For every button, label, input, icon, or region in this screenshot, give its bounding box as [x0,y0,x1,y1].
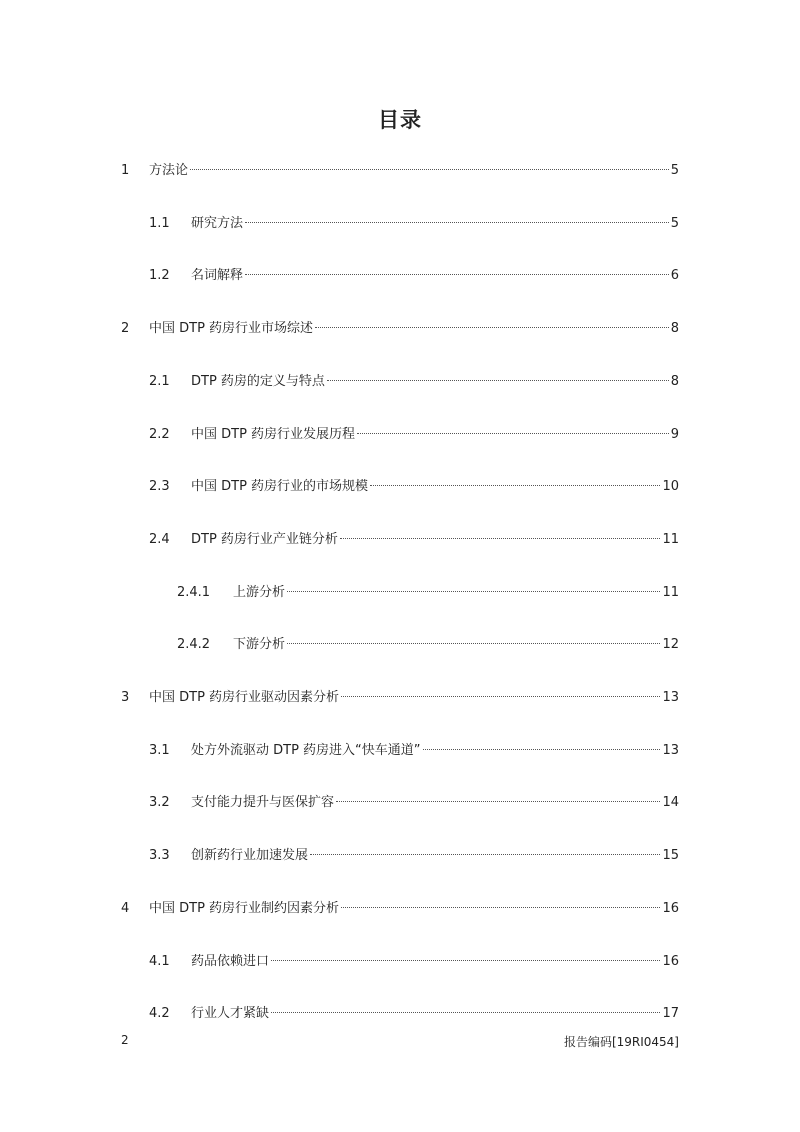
page-footer [121,1033,679,1051]
toc-entry[interactable] [0,845,800,867]
toc-entry-line [191,1003,679,1025]
report-code: 报告编码[19RI0454] [563,1035,679,1049]
toc-entry-label: 中国 DTP 药房行业市场综述 [149,321,314,337]
dot-leader [423,749,661,750]
toc-entry-number: 3.2 [149,795,170,811]
dot-leader [327,380,669,381]
toc-entry-page: 8 [670,373,679,389]
toc-entry-number: 2 [121,321,130,337]
toc-entry-label: 中国 DTP 药房行业发展历程 [191,426,356,442]
toc-entry-line [191,213,679,235]
dot-leader [357,433,669,434]
toc-entry-label: 创新药行业加速发展 [191,848,309,864]
toc-entry[interactable] [0,1003,800,1025]
toc-entry-number: 2.3 [149,479,170,495]
dot-leader [341,696,660,697]
dot-leader [245,222,669,223]
toc-entry-label: 行业人才紧缺 [191,1006,270,1022]
toc-entry[interactable] [0,792,800,814]
toc-entry[interactable] [0,951,800,973]
toc-entry[interactable] [0,318,800,340]
toc-entry-line [149,160,679,182]
toc-entry-number: 2.4.1 [177,584,211,600]
dot-leader [370,485,660,486]
dot-leader [271,960,660,961]
dot-leader [310,854,660,855]
dot-leader [271,1012,660,1013]
toc-entry-line [149,687,679,709]
toc-entry-line [191,476,679,498]
dot-leader [245,274,669,275]
toc-entry-label: 药品依赖进口 [191,953,270,969]
toc-entry[interactable] [0,160,800,182]
toc-entry[interactable] [0,687,800,709]
toc-entry-line [191,424,679,446]
toc-entry-line [191,951,679,973]
toc-entry[interactable] [0,582,800,604]
toc-entry-number: 1 [121,163,130,178]
toc-entry-page: 5 [670,163,679,178]
toc-entry-number: 4 [121,900,130,916]
toc-entry-page: 16 [662,900,679,916]
toc-entry-line [233,582,679,604]
toc-entry-number: 3.3 [149,848,170,864]
toc-entry-page: 15 [662,848,679,864]
toc-entry-label: 方法论 [149,163,189,178]
toc-entry-number: 2.4.2 [177,637,211,653]
toc-entry-page: 13 [662,690,679,705]
toc-entry-number: 4.1 [149,953,170,969]
toc-entry-page: 13 [662,742,679,758]
dot-leader [190,169,669,170]
page-number: 2 [121,1033,129,1047]
toc-entry-label: 处方外流驱动 DTP 药房进入“快车通道” [191,742,421,758]
toc-entry-page: 16 [662,953,679,969]
toc-entry-label: 名词解释 [191,268,244,284]
toc-entry-line [191,371,679,393]
toc-title: 目录 [378,108,422,132]
toc-entry-line [149,898,679,920]
toc-entry[interactable] [0,634,800,656]
toc-entry-number: 1.2 [149,268,170,284]
toc-entry-page: 14 [662,795,679,811]
dot-leader [287,643,660,644]
toc-entry-label: 支付能力提升与医保扩容 [191,795,335,811]
toc-entry-label: DTP 药房行业产业链分析 [191,531,338,547]
toc-entry[interactable] [0,213,800,235]
toc-entry-line [149,318,679,340]
toc-entry[interactable] [0,898,800,920]
dot-leader [340,538,661,539]
toc-entry-page: 11 [662,584,679,600]
toc-entry-label: 中国 DTP 药房行业制约因素分析 [149,900,340,916]
dot-leader [287,591,660,592]
toc-entry-label: 中国 DTP 药房行业的市场规模 [191,479,369,495]
dot-leader [336,801,660,802]
toc-entry-number: 2.4 [149,531,170,547]
toc-entry-number: 4.2 [149,1006,170,1022]
toc-entry-page: 6 [670,268,679,284]
toc-entry-page: 8 [670,321,679,337]
toc-entry-label: 上游分析 [233,584,286,600]
toc-entry-label: DTP 药房的定义与特点 [191,373,325,389]
toc-entry-page: 5 [670,215,679,231]
toc-entry-page: 12 [662,637,679,653]
toc-entry[interactable] [0,740,800,762]
toc-entry-line [191,529,679,551]
toc-entry-number: 1.1 [149,215,170,231]
toc-entry-page: 10 [662,479,679,495]
toc-entry-label: 中国 DTP 药房行业驱动因素分析 [149,690,340,705]
toc-entry[interactable] [0,265,800,287]
toc-entry-label: 下游分析 [233,637,286,653]
toc-entry[interactable] [0,371,800,393]
toc-entry-number: 3 [121,690,130,705]
toc-entry-line [191,845,679,867]
toc-entry[interactable] [0,476,800,498]
toc-entry[interactable] [0,529,800,551]
toc-entry-line [191,792,679,814]
toc-entry-line [233,634,679,656]
toc-entry-page: 11 [662,531,679,547]
toc-entry-number: 2.1 [149,373,170,389]
toc-entry-page: 9 [670,426,679,442]
toc-entry[interactable] [0,424,800,446]
dot-leader [315,327,669,328]
toc-entry-number: 3.1 [149,742,170,758]
toc-entry-number: 2.2 [149,426,170,442]
toc-entry-page: 17 [662,1006,679,1022]
toc-entry-label: 研究方法 [191,215,244,231]
toc-entry-line [191,265,679,287]
toc-entry-line [191,740,679,762]
dot-leader [341,907,660,908]
